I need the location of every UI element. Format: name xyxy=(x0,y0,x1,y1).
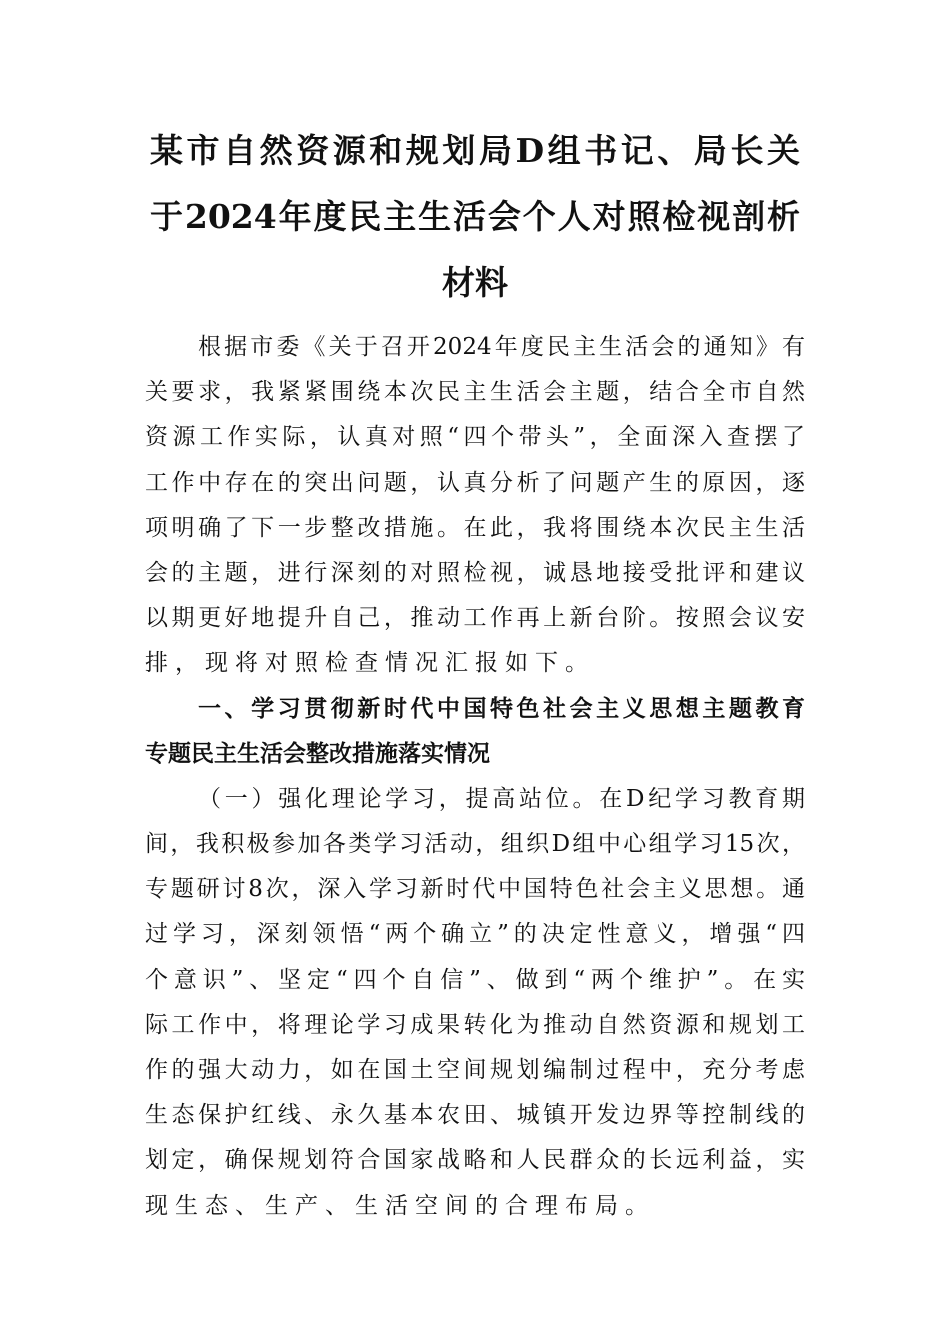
text-line: 会的主题，进行深刻的对照检视，诚恳地接受批评和建议 xyxy=(145,559,805,586)
document-body xyxy=(145,325,805,1229)
text-line: 过学习，深刻领悟“两个确立”的决定性意义，增强“四 xyxy=(145,921,805,948)
text-line: 资源工作实际，认真对照“四个带头”，全面深入查摆了 xyxy=(145,424,805,451)
text-line: 以期更好地提升自己，推动工作再上新台阶。按照会议安 xyxy=(145,605,805,632)
text-line: 工作中存在的突出问题，认真分析了问题产生的原因，逐 xyxy=(145,469,805,496)
text-line: 根据市委《关于召开2024年度民主生活会的通知》有 xyxy=(198,334,805,360)
heading-line: 专题民主生活会整改措施落实情况 xyxy=(145,740,490,767)
section-paragraph xyxy=(145,777,805,1229)
text-line: 际工作中，将理论学习成果转化为推动自然资源和规划工 xyxy=(145,1011,805,1038)
text-line: 生态保护红线、永久基本农田、城镇开发边界等控制线的 xyxy=(145,1102,805,1129)
section-heading xyxy=(145,687,805,777)
text-line: 项明确了下一步整改措施。在此，我将围绕本次民主生活 xyxy=(145,514,805,541)
title-line: 于2024年度民主生活会个人对照检视剖析 xyxy=(150,197,800,236)
text-line: 划定，确保规划符合国家战略和人民群众的长远利益，实 xyxy=(145,1147,805,1174)
text-line: 个意识”、坚定“四个自信”、做到“两个维护”。在实 xyxy=(145,966,805,993)
text-line: 排，现将对照检查情况汇报如下。 xyxy=(145,650,595,677)
title-line: 某市自然资源和规划局D组书记、局长关 xyxy=(150,131,800,170)
text-line: （一）强化理论学习，提高站位。在D纪学习教育期 xyxy=(198,785,805,812)
text-line: 专题研讨8次，深入学习新时代中国特色社会主义思想。通 xyxy=(145,876,805,903)
text-line: 间，我积极参加各类学习活动，组织D组中心组学习15次， xyxy=(145,831,805,858)
intro-paragraph xyxy=(145,325,805,687)
text-line: 关要求，我紧紧围绕本次民主生活会主题，结合全市自然 xyxy=(145,379,805,406)
heading-line: 一、学习贯彻新时代中国特色社会主义思想主题教育 xyxy=(198,695,805,722)
title-line: 材料 xyxy=(442,263,508,302)
document-title xyxy=(150,118,800,316)
text-line: 现生态、生产、生活空间的合理布局。 xyxy=(145,1192,655,1219)
text-line: 作的强大动力，如在国土空间规划编制过程中，充分考虑 xyxy=(145,1057,805,1083)
